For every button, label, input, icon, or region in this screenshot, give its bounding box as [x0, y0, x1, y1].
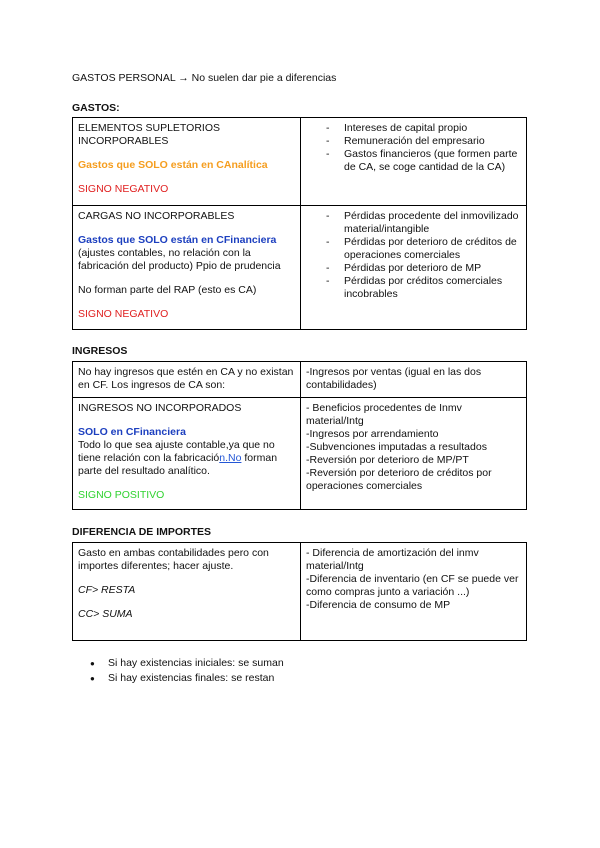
list-item: -Reversión por deterioro de créditos por operaciones comerciales: [306, 467, 492, 492]
table-cell: [73, 118, 301, 206]
list-item: - Gastos financieros (que formen parte de CA, se coge cantidad de la CA): [326, 148, 521, 174]
sign-label: SIGNO POSITIVO: [78, 489, 165, 501]
diferencia-table: [72, 542, 527, 641]
gastos-table: [72, 117, 527, 330]
body-text: [78, 439, 295, 478]
diferencia-heading: DIFERENCIA DE IMPORTES: [72, 526, 212, 538]
item-list: [306, 122, 521, 174]
table-cell: [73, 398, 301, 510]
list-item: -Diferencia de consumo de MP: [306, 599, 451, 611]
row-title: CARGAS NO INCORPORABLES: [78, 210, 235, 222]
list-item: -Ingresos por arrendamiento: [306, 428, 439, 440]
table-row: [73, 398, 527, 510]
body-text-start: Todo lo que sea ajuste contable,ya que no tiene relación con la fabricació: [78, 439, 275, 464]
list-item: - Pérdidas procedente del inmovilizado material/intangible: [326, 210, 521, 236]
list-item: - Beneficios procedentes de Inmv material/Intg: [306, 402, 462, 427]
list-item: - Pérdidas por deterioro de MP: [326, 262, 521, 275]
list-item: - Pérdidas por créditos comerciales incobrables: [326, 275, 521, 301]
rap-text: No forman parte del RAP (esto es CA): [78, 284, 257, 296]
highlight-text: Gastos que SOLO están en CAnalítica: [78, 159, 268, 171]
table-cell: [73, 206, 301, 330]
table-cell: [301, 118, 527, 206]
table-cell: [73, 362, 301, 398]
list-item: - Intereses de capital propio: [326, 122, 521, 135]
list-item: ● Si hay existencias iniciales: se suman: [90, 656, 284, 671]
table-cell: [73, 543, 301, 641]
row-title: ELEMENTOS SUPLETORIOS INCORPORABLES: [78, 122, 220, 147]
list-item: - Diferencia de amortización del inmv material/Intg: [306, 547, 479, 572]
row-text: No hay ingresos que estén en CA y no existan en CF. Los ingresos de CA son:: [78, 366, 294, 391]
inline-link[interactable]: n.No: [219, 452, 242, 464]
table-row: [73, 362, 527, 398]
row-title: INGRESOS NO INCORPORADOS: [78, 402, 242, 414]
table-cell: [301, 543, 527, 641]
list-item: -Reversión por deterioro de MP/PT: [306, 454, 469, 466]
sign-label: SIGNO NEGATIVO: [78, 308, 169, 320]
table-row: [73, 206, 527, 330]
item-list: [306, 210, 521, 301]
list-item: -Subvenciones imputadas a resultados: [306, 441, 487, 453]
table-cell: [301, 398, 527, 510]
row-text: -Ingresos por ventas (igual en las dos contabilidades): [306, 366, 482, 391]
row-text: Gasto en ambas contabilidades pero con importes diferentes; hacer ajuste.: [78, 547, 269, 572]
highlight-text: SOLO en CFinanciera: [78, 426, 186, 438]
intro-line: GASTOS PERSONAL → No suelen dar pie a diferencias: [72, 72, 337, 84]
list-item: ● Si hay existencias finales: se restan: [90, 671, 284, 686]
ingresos-heading: INGRESOS: [72, 345, 128, 357]
list-item: - Pérdidas por deterioro de créditos de operaciones comerciales: [326, 236, 521, 262]
list-item: -Diferencia de inventario (en CF se puede ver como compras junto a variación ...): [306, 573, 519, 598]
bullet-list: [90, 656, 284, 686]
table-row: [73, 543, 527, 641]
highlight-text: Gastos que SOLO están en CFinanciera: [78, 234, 277, 246]
table-cell: [301, 362, 527, 398]
body-text-end: forman parte del resultado analítico.: [78, 452, 278, 477]
note-text: (ajustes contables, no relación con la fabricación del producto) Ppio de prudencia: [78, 247, 281, 272]
table-cell: [301, 206, 527, 330]
cc-rule: CC> SUMA: [78, 608, 133, 620]
table-row: [73, 118, 527, 206]
gastos-heading: GASTOS:: [72, 102, 120, 114]
cf-rule: CF> RESTA: [78, 584, 136, 596]
sign-label: SIGNO NEGATIVO: [78, 183, 169, 195]
ingresos-table: [72, 361, 527, 510]
list-item: - Remuneración del empresario: [326, 135, 521, 148]
